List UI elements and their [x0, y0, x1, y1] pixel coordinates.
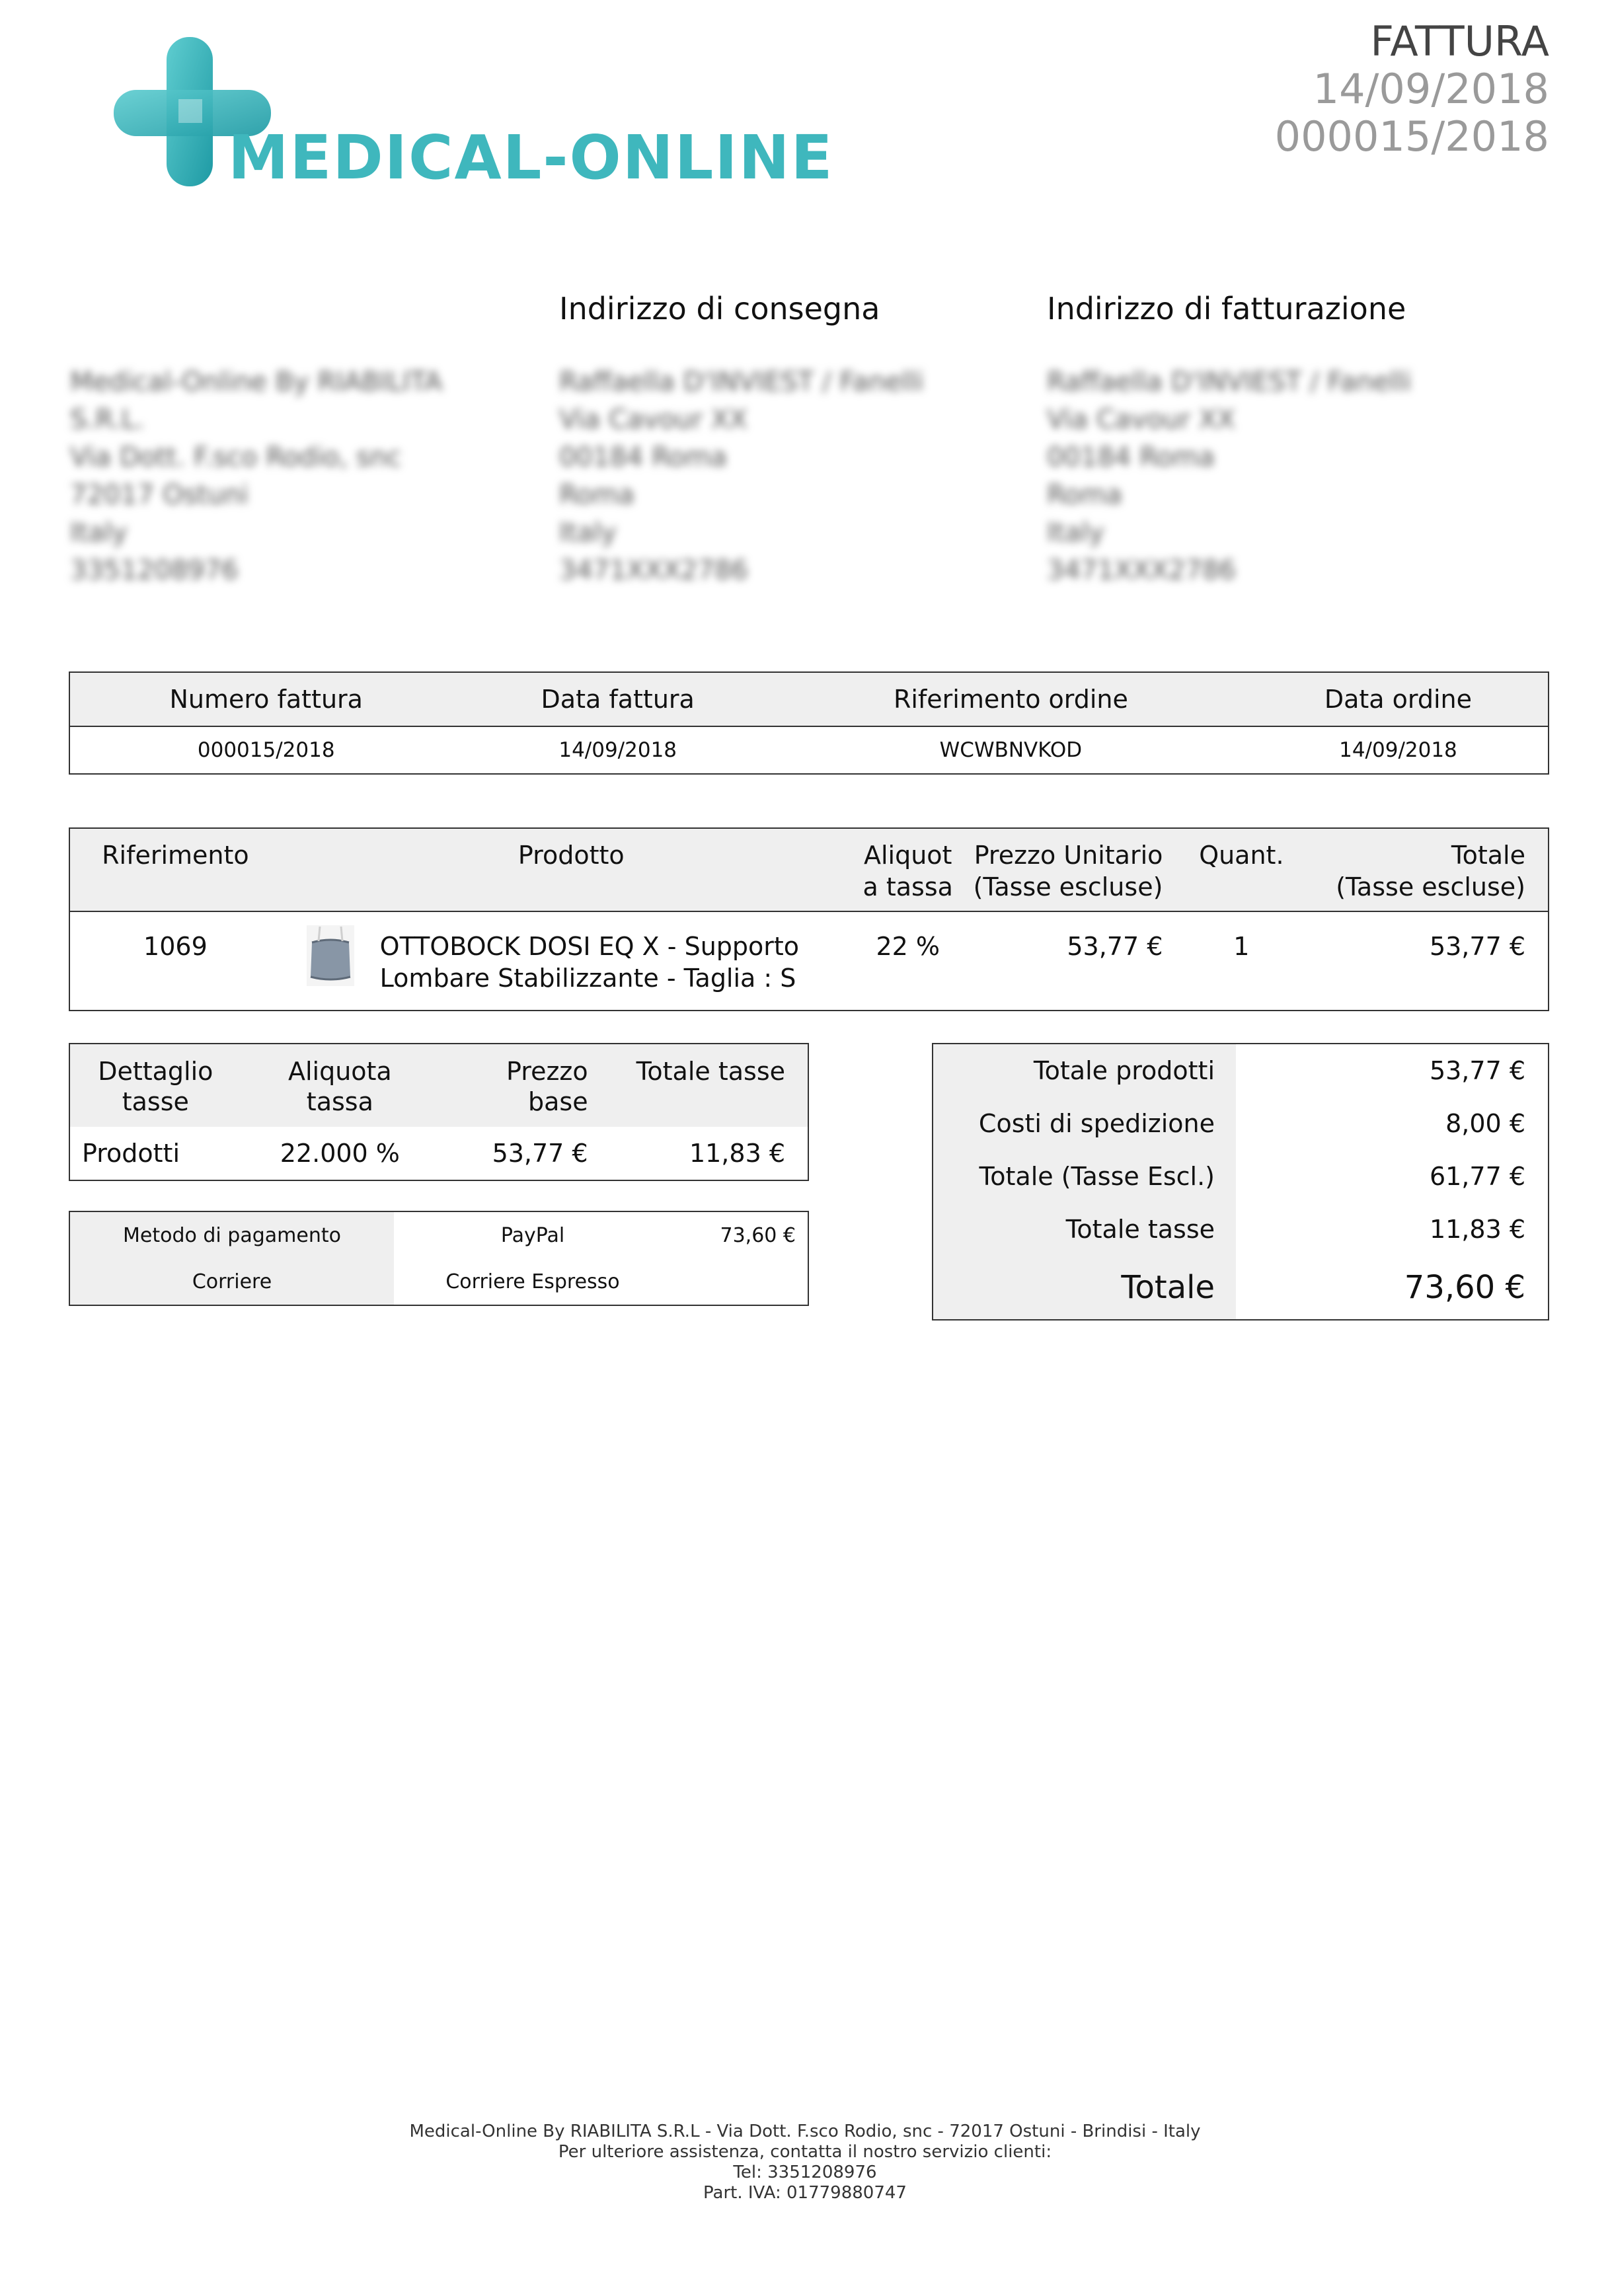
tax-row-label: Prodotti — [82, 1139, 180, 1168]
product-name-line: OTTOBOCK DOSI EQ X - Supporto — [379, 932, 800, 961]
total-excl-tax-value: 61,77 € — [1429, 1162, 1525, 1191]
tax-row-base: 53,77 € — [492, 1139, 588, 1168]
back-support-brace-icon — [303, 920, 358, 993]
billing-address-heading: Indirizzo di fatturazione — [1047, 291, 1406, 326]
company-logo — [112, 33, 834, 193]
logo-wordmark: MEDICAL-ONLINE — [228, 122, 834, 193]
footer-phone-line: Tel: 3351208976 — [733, 2162, 877, 2182]
invoice-meta-table — [69, 671, 1549, 775]
product-reference: 1069 — [69, 911, 281, 1011]
shipping-address-heading: Indirizzo di consegna — [559, 291, 880, 326]
payment-table — [69, 1211, 809, 1306]
address-line: Raffaella D'INVIEST / Fanelli — [1047, 367, 1412, 397]
total-tax-label: Totale tasse — [933, 1203, 1236, 1256]
payment-method-label: Metodo di pagamento — [69, 1211, 394, 1258]
address-line: Raffaella D'INVIEST / Fanelli — [559, 367, 924, 397]
address-line: Roma — [559, 480, 634, 510]
document-date: 14/09/2018 — [1313, 65, 1549, 113]
table-header-row — [69, 672, 1549, 726]
tax-detail-table — [69, 1043, 809, 1181]
table-row — [69, 1211, 808, 1258]
payment-method-value: PayPal — [500, 1223, 565, 1247]
document-number: 000015/2018 — [1274, 112, 1549, 161]
product-total: 53,77 € — [1297, 911, 1549, 1011]
grand-total-value: 73,60 € — [1404, 1269, 1525, 1306]
address-line: 00184 Roma — [559, 442, 727, 473]
header-line: Aliquot — [863, 841, 952, 870]
header-line: Dettaglio — [98, 1057, 213, 1086]
header-line: tassa — [306, 1087, 373, 1116]
header-line: Aliquota — [288, 1057, 392, 1086]
tax-row-total: 11,83 € — [689, 1139, 785, 1168]
header-order-date: Data ordine — [1248, 672, 1549, 726]
header-invoice-number: Numero fattura — [69, 672, 462, 726]
payment-amount: 73,60 € — [720, 1223, 796, 1247]
carrier-label: Corriere — [69, 1258, 394, 1305]
address-line: Via Cavour XX — [1047, 404, 1235, 435]
header-quantity: Quant. — [1185, 828, 1297, 911]
address-line: Roma — [1047, 480, 1122, 510]
footer-vat-line: Part. IVA: 01779880747 — [703, 2183, 907, 2203]
total-tax-value: 11,83 € — [1429, 1215, 1525, 1244]
grand-total-label: Totale — [933, 1256, 1236, 1320]
billing-address — [1047, 364, 1411, 590]
table-row — [933, 1256, 1549, 1320]
address-line: Italy — [559, 517, 617, 548]
header-line: Prezzo Unitario — [974, 841, 1163, 870]
header-tax-detail — [69, 1044, 241, 1127]
header-line: a tassa — [862, 872, 953, 901]
header-tax-total: Totale tasse — [611, 1044, 808, 1127]
carrier-empty-cell — [671, 1258, 808, 1305]
table-header-row — [69, 828, 1549, 911]
address-line: 72017 Ostuni — [70, 480, 249, 510]
total-excl-tax-label: Totale (Tasse Escl.) — [933, 1150, 1236, 1203]
header-tax-rate — [862, 828, 954, 911]
header-invoice-date: Data fattura — [462, 672, 773, 726]
header-product: Prodotto — [281, 828, 862, 911]
table-row — [69, 1258, 808, 1305]
address-line: Medical-Online By RIABILITA — [70, 367, 443, 397]
tax-row-rate: 22.000 % — [280, 1139, 400, 1168]
total-products-value: 53,77 € — [1429, 1056, 1525, 1085]
table-header-row — [69, 1044, 808, 1127]
products-table — [69, 827, 1549, 1011]
order-date: 14/09/2018 — [1248, 726, 1549, 774]
table-row — [933, 1150, 1549, 1203]
header-order-reference: Riferimento ordine — [773, 672, 1248, 726]
invoice-date: 14/09/2018 — [462, 726, 773, 774]
document-title: FATTURA — [1370, 17, 1549, 65]
order-reference: WCWBNVKOD — [773, 726, 1248, 774]
shipping-cost-value: 8,00 € — [1445, 1109, 1525, 1138]
header-line: (Tasse escluse) — [1336, 872, 1525, 901]
table-row — [69, 911, 1549, 1011]
address-line: S.R.L. — [70, 404, 145, 435]
address-line: Italy — [70, 517, 128, 548]
address-line: 3471XXX2786 — [559, 555, 748, 586]
address-line: Via Cavour XX — [559, 404, 748, 435]
header-total — [1297, 828, 1549, 911]
address-line: 00184 Roma — [1047, 442, 1215, 473]
header-line: (Tasse escluse) — [973, 872, 1163, 901]
product-image-cell — [281, 911, 380, 1011]
footer-company-line: Medical-Online By RIABILITA S.R.L - Via Dott. F.sco Rodio, snc - 72017 Ostuni - Brindisi - Italy — [409, 2122, 1201, 2141]
totals-table — [932, 1043, 1549, 1320]
table-row — [69, 1127, 808, 1180]
shipping-cost-label: Costi di spedizione — [933, 1097, 1236, 1150]
shipping-address — [559, 364, 923, 590]
table-row — [69, 726, 1549, 774]
header-line: tasse — [122, 1087, 189, 1116]
header-reference: Riferimento — [69, 828, 281, 911]
total-products-label: Totale prodotti — [933, 1044, 1236, 1097]
header-line: Totale — [1451, 841, 1525, 870]
table-row — [933, 1044, 1549, 1097]
page-footer — [0, 2122, 1610, 2203]
address-line: 3351208976 — [70, 555, 239, 586]
footer-assistance-line: Per ulteriore assistenza, contatta il nostro servizio clienti: — [558, 2142, 1052, 2162]
table-row — [933, 1097, 1549, 1150]
product-name-line: Lombare Stabilizzante - Taglia : S — [379, 964, 796, 993]
seller-address — [70, 364, 442, 590]
invoice-number: 000015/2018 — [69, 726, 462, 774]
header-unit-price — [954, 828, 1186, 911]
address-line: 3471XXX2786 — [1047, 555, 1236, 586]
address-line: Italy — [1047, 517, 1104, 548]
header-tax-rate — [241, 1044, 439, 1127]
address-line: Via Dott. F.sco Rodio, snc — [70, 442, 402, 473]
product-quantity: 1 — [1185, 911, 1297, 1011]
product-tax-rate: 22 % — [862, 911, 954, 1011]
carrier-value: Corriere Espresso — [445, 1270, 620, 1293]
table-row — [933, 1203, 1549, 1256]
product-unit-price: 53,77 € — [954, 911, 1186, 1011]
header-base-price: Prezzo base — [439, 1044, 611, 1127]
product-name — [380, 911, 862, 1011]
